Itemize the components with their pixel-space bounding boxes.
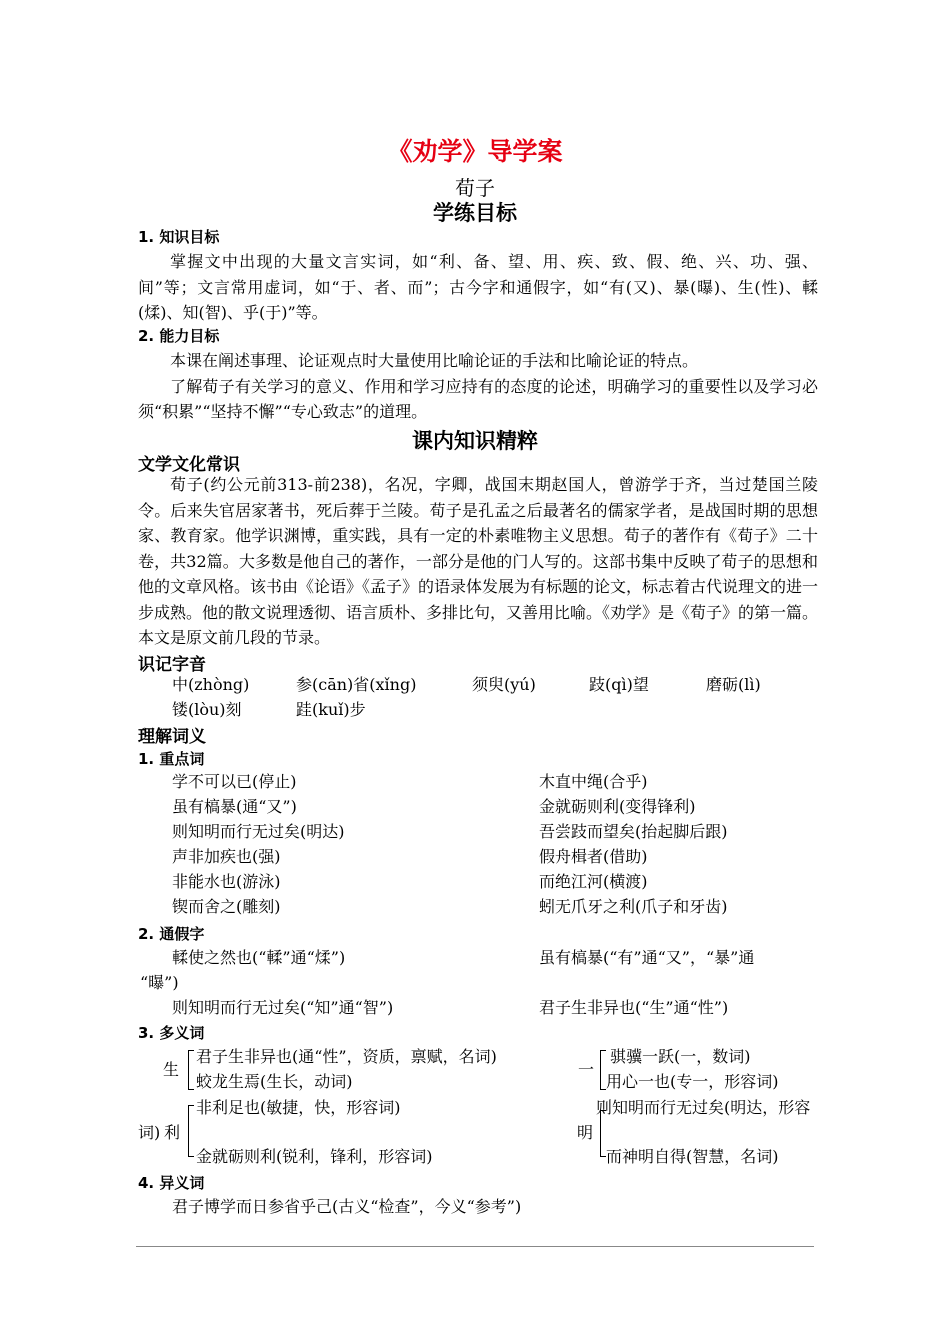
key-word-right: 吾尝跂而望矣(抬起脚后跟) [539,822,728,841]
ability-goal-paragraph-2: 了解荀子有关学习的意义、作用和学习应持有的态度的论述，明确学习的重要性以及学习必须“积累”“坚持不懈”“专心致志”的道理。 [138,376,818,421]
polysemy-item: 非利足也(敏捷，快，形容词) [196,1098,401,1117]
polysemy-item: 骐骥一跃(一，数词) [610,1047,751,1066]
brace [188,1050,189,1090]
vocab-heading: 理解词义 [138,727,206,747]
polysemy-item: 用心一也(专一，形容词) [606,1072,779,1091]
pron-item: 中(zhòng) [172,675,250,694]
pron-item: 跂(qì)望 [589,675,649,694]
polysemy-item: 而神明自得(智慧，名词) [606,1147,779,1166]
key-word-left: 声非加疾也(强) [172,847,281,866]
knowledge-goal-text [138,249,818,326]
polysemy-item: 则知明而行无过矣(明达，形容 [596,1098,811,1117]
section-heading-objectives: 学练目标 [433,201,517,225]
diff-meaning-item: 君子博学而日参省乎己(古义“检查”，今义“参考”) [172,1197,522,1216]
ability-goal-text [138,348,818,425]
knowledge-goal-paragraph: 掌握文中出现的大量文言实词，如“利、备、望、用、疾、致、假、绝、兴、功、强、间”等；文言常用虚词，如“于、者、而”；古今字和通假字，如“有(又)、暴(曝)、生(性)、輮(煣)、知(智)、乎(于)”等。 [138,252,818,322]
polysemy-item: 蛟龙生焉(生长，动词) [196,1072,353,1091]
tongjia-item: 虽有槁暴(“有”通“又”，“暴”通 [539,948,755,967]
key-word-left: 学不可以已(停止) [172,772,297,791]
tongjia-label: 2. 通假字 [138,925,205,943]
page-title: 《劝学》导学案 [387,137,563,166]
polysemy-item: 君子生非异也(通“性”，资质，禀赋，名词) [196,1047,497,1066]
culture-paragraph: 荀子(约公元前313-前238)，名况，字卿，战国末期赵国人，曾游学于齐，当过楚国兰陵令。后来失官居家著书，死后葬于兰陵。荀子是孔孟之后最著名的儒家学者，是战国时期的思想家、教育家。他学识渊博，重实践，具有一定的朴素唯物主义思想。荀子的著作有《荀子》二十卷，共32篇。大多数是他自己的著作，一部分是他的门人写的。这部书集中反映了荀子的思想和他的文章风格。该书由《论语》《孟子》的语录体发展为有标题的论文，标志着古代说理文的进一步成熟。他的散文说理透彻、语言质朴、多排比句，又善用比喻。《劝学》是《荀子》的第一篇。本文是原文前几段的节录。 [138,475,819,647]
key-word-left: 锲而舍之(雕刻) [172,897,281,916]
ability-goal-label: 2. 能力目标 [138,327,220,345]
key-word-left: 非能水也(游泳) [172,872,281,891]
pron-item: 镂(lòu)刻 [172,700,242,719]
key-word-left: 则知明而行无过矣(明达) [172,822,345,841]
key-word-left: 虽有槁暴(通“又”) [172,797,297,816]
polysemy-char-ming: 明 [577,1123,594,1142]
pron-item: 参(cān)省(xǐng) [296,675,417,694]
brace [600,1050,601,1090]
pronunciation-heading: 识记字音 [138,655,206,675]
pron-item: 磨砺(lì) [706,675,761,694]
key-words-label: 1. 重点词 [138,750,205,768]
brace [188,1105,189,1157]
polysemy-item: 金就砺则利(锐利，锋利，形容词) [196,1147,433,1166]
tongjia-item: 君子生非异也(“生”通“性”) [539,998,729,1017]
polysemy-char-li: 利 [164,1123,181,1142]
brace [600,1110,601,1157]
key-word-right: 金就砺则利(变得锋利) [539,797,696,816]
section-heading-knowledge: 课内知识精粹 [412,429,538,453]
key-word-right: 木直中绳(合乎) [539,772,648,791]
key-word-right: 蚓无爪牙之利(爪子和牙齿) [539,897,728,916]
author: 荀子 [455,176,495,200]
culture-text [138,472,818,651]
culture-heading: 文学文化常识 [138,455,240,475]
pron-item: 须臾(yú) [472,675,536,694]
tongjia-item-wrap: “曝”) [140,973,179,992]
key-word-right: 假舟楫者(借助) [539,847,648,866]
tongjia-item: 则知明而行无过矣(“知”通“智”) [172,998,394,1017]
tongjia-item: 輮使之然也(“輮”通“煣”) [172,948,346,967]
ability-goal-paragraph-1: 本课在阐述事理、论证观点时大量使用比喻论证的手法和比喻论证的特点。 [170,351,699,370]
knowledge-goal-label: 1. 知识目标 [138,228,220,246]
key-word-right: 而绝江河(横渡) [539,872,648,891]
polysemy-label: 3. 多义词 [138,1024,205,1042]
diff-meaning-label: 4. 异义词 [138,1174,205,1192]
pron-item: 跬(kuǐ)步 [296,700,366,719]
footer-rule [136,1246,814,1247]
polysemy-prefix: 词) [138,1123,161,1142]
polysemy-char-yi: 一 [578,1060,595,1079]
polysemy-char-sheng: 生 [163,1060,180,1079]
